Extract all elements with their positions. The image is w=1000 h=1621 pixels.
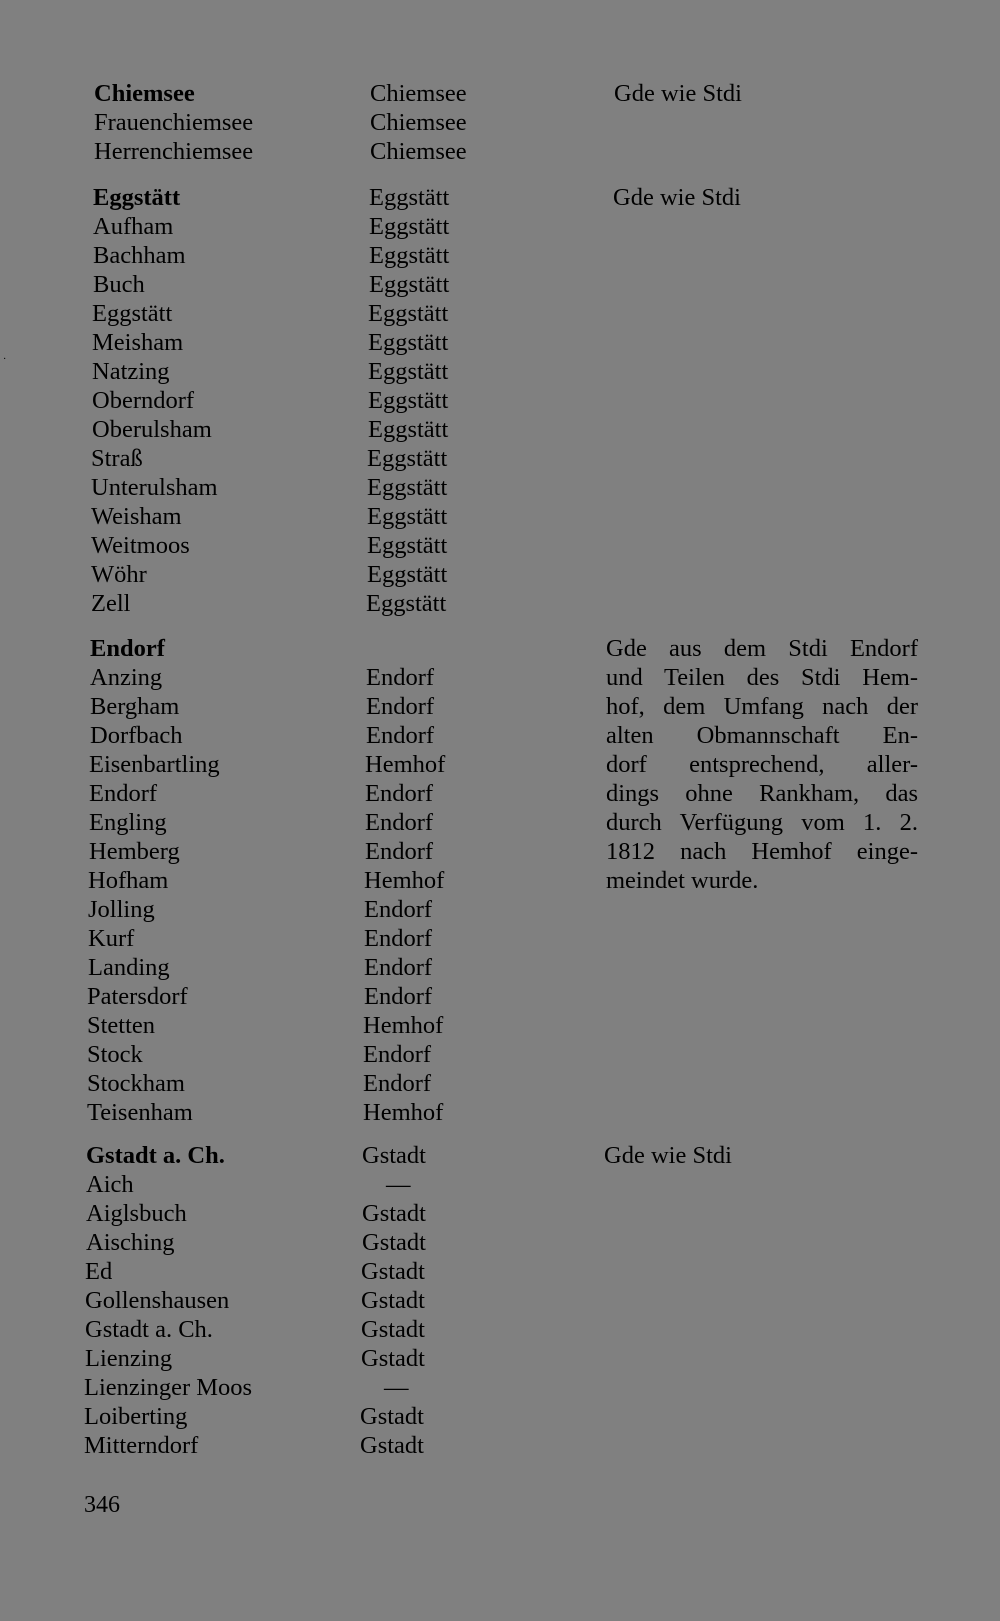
- table-row: [0, 531, 1000, 560]
- district-name: Eggstätt: [366, 590, 447, 617]
- remark: Gde wie Stdi: [604, 1142, 732, 1169]
- place-name: Patersdorf: [87, 983, 188, 1010]
- place-name: Endorf: [90, 635, 165, 662]
- remark-line: alten Obmannschaft En-: [606, 722, 918, 749]
- scan-speck: ·: [3, 354, 7, 365]
- table-row: [0, 1373, 1000, 1402]
- table-row: [0, 1011, 1000, 1040]
- district-name: Hemhof: [363, 1012, 444, 1039]
- section-endorf: [0, 634, 1000, 1127]
- place-name: Bergham: [90, 693, 180, 720]
- place-name: Bachham: [93, 242, 186, 269]
- table-row: [0, 1315, 1000, 1344]
- district-name: Eggstätt: [368, 329, 449, 356]
- place-name: Engling: [89, 809, 167, 836]
- place-name: Straß: [91, 445, 143, 472]
- district-name: Hemhof: [363, 1099, 444, 1126]
- place-name: Dorfbach: [90, 722, 183, 749]
- district-name: Endorf: [364, 954, 433, 981]
- district-name: Eggstätt: [367, 503, 448, 530]
- place-name: Eggstätt: [92, 300, 173, 327]
- place-name: Weisham: [91, 503, 182, 530]
- section-gstadt: [0, 1141, 1000, 1460]
- district-name: Endorf: [363, 1041, 432, 1068]
- table-row: [0, 415, 1000, 444]
- place-name: Aiglsbuch: [86, 1200, 187, 1227]
- table-row: [0, 212, 1000, 241]
- table-row: [0, 1402, 1000, 1431]
- district-name: Eggstätt: [368, 358, 449, 385]
- district-name: Eggstätt: [367, 474, 448, 501]
- place-name: Eggstätt: [93, 184, 181, 211]
- table-row: [0, 982, 1000, 1011]
- place-name: Unterulsham: [91, 474, 218, 501]
- district-name: Hemhof: [364, 867, 445, 894]
- place-name: Zell: [91, 590, 131, 617]
- district-name: Gstadt: [360, 1403, 424, 1430]
- district-name: Eggstätt: [367, 532, 448, 559]
- place-name: Oberndorf: [92, 387, 195, 414]
- table-row: [0, 473, 1000, 502]
- district-name: Chiemsee: [370, 109, 467, 136]
- table-row: [0, 1431, 1000, 1460]
- place-name: Gstadt a. Ch.: [85, 1316, 213, 1343]
- place-name: Stockham: [87, 1070, 185, 1097]
- place-name: Herrenchiemsee: [94, 138, 254, 165]
- place-name: Jolling: [88, 896, 155, 923]
- table-row: [0, 924, 1000, 953]
- district-name: Chiemsee: [370, 138, 467, 165]
- table-row: [0, 1286, 1000, 1315]
- district-name: Eggstätt: [369, 184, 450, 211]
- table-row: [0, 183, 1000, 212]
- remark-line: dorf entsprechend, aller-: [606, 751, 918, 778]
- place-name: Aufham: [93, 213, 174, 240]
- place-name: Aich: [86, 1171, 134, 1198]
- district-name: Gstadt: [362, 1142, 426, 1169]
- remark-line: dings ohne Rankham, das: [606, 780, 918, 807]
- district-name: Eggstätt: [368, 300, 449, 327]
- remark-line: 1812 nach Hemhof einge-: [606, 838, 918, 865]
- table-row: [0, 1257, 1000, 1286]
- place-name: Lienzinger Moos: [84, 1374, 253, 1401]
- district-name: Endorf: [365, 838, 434, 865]
- remark-line: und Teilen des Stdi Hem-: [606, 664, 918, 691]
- table-row: [0, 1141, 1000, 1170]
- district-name: Endorf: [365, 809, 434, 836]
- remark-line: meindet wurde.: [606, 867, 759, 894]
- remark-paragraph: [606, 634, 918, 895]
- table-row: [0, 354, 1000, 386]
- place-name: Stetten: [87, 1012, 156, 1039]
- place-name: Stock: [87, 1041, 143, 1068]
- place-name: Natzing: [92, 358, 170, 385]
- district-name: Gstadt: [362, 1229, 426, 1256]
- place-name: Frauenchiemsee: [94, 109, 254, 136]
- place-name: Hofham: [88, 867, 169, 894]
- place-name: Anzing: [90, 664, 163, 691]
- table-row: [0, 895, 1000, 924]
- place-name: Kurf: [88, 925, 135, 952]
- table-row: [0, 386, 1000, 415]
- district-name: Gstadt: [361, 1345, 425, 1372]
- table-row: [0, 502, 1000, 531]
- table-row: [0, 1170, 1000, 1199]
- table-row: [0, 1069, 1000, 1098]
- remark-line: hof, dem Umfang nach der: [606, 693, 918, 720]
- district-name: —: [386, 1171, 411, 1198]
- place-name: Hemberg: [89, 838, 180, 865]
- table-row: [0, 1228, 1000, 1257]
- table-row: [0, 1098, 1000, 1127]
- district-name: Hemhof: [365, 751, 446, 778]
- place-name: Aisching: [86, 1229, 175, 1256]
- district-name: Endorf: [366, 722, 435, 749]
- district-name: Endorf: [363, 1070, 432, 1097]
- place-name: Buch: [93, 271, 145, 298]
- remark: Gde wie Stdi: [614, 80, 742, 107]
- place-name: Wöhr: [91, 561, 147, 588]
- district-name: Eggstätt: [367, 561, 448, 588]
- district-name: Endorf: [366, 664, 435, 691]
- remark-line: durch Verfügung vom 1. 2.: [606, 809, 918, 836]
- district-name: —: [384, 1374, 409, 1401]
- section-chiemsee: [0, 79, 1000, 166]
- table-row: [0, 241, 1000, 270]
- table-row: [0, 328, 1000, 357]
- district-name: Endorf: [366, 693, 435, 720]
- district-name: Gstadt: [361, 1287, 425, 1314]
- section-eggstaett: [0, 183, 1000, 618]
- table-row: [0, 953, 1000, 982]
- district-name: Chiemsee: [370, 80, 467, 107]
- table-row: [0, 108, 1000, 137]
- table-row: [0, 137, 1000, 166]
- district-name: Endorf: [365, 780, 434, 807]
- table-row: [0, 1199, 1000, 1228]
- table-row: [0, 560, 1000, 589]
- district-name: Eggstätt: [369, 242, 450, 269]
- table-row: [0, 79, 1000, 108]
- table-row: [0, 299, 1000, 328]
- place-name: Ed: [85, 1258, 113, 1285]
- district-name: Eggstätt: [369, 213, 450, 240]
- place-name: Lienzing: [85, 1345, 173, 1372]
- place-name: Mitterndorf: [84, 1432, 199, 1459]
- district-name: Eggstätt: [368, 387, 449, 414]
- place-name: Oberulsham: [92, 416, 212, 443]
- table-row: [0, 1040, 1000, 1069]
- table-row: [0, 1344, 1000, 1373]
- table-row: [0, 589, 1000, 618]
- district-name: Endorf: [364, 983, 433, 1010]
- place-name: Chiemsee: [94, 80, 195, 107]
- place-name: Gstadt a. Ch.: [86, 1142, 225, 1169]
- place-name: Eisenbartling: [89, 751, 220, 778]
- district-name: Endorf: [364, 925, 433, 952]
- place-name: Endorf: [89, 780, 158, 807]
- district-name: Gstadt: [360, 1432, 424, 1459]
- district-name: Gstadt: [362, 1200, 426, 1227]
- remark: Gde wie Stdi: [613, 184, 741, 211]
- place-name: Gollenshausen: [85, 1287, 230, 1314]
- place-name: Landing: [88, 954, 170, 981]
- remark-line: Gde aus dem Stdi Endorf: [606, 635, 918, 662]
- place-name: Loiberting: [84, 1403, 188, 1430]
- table-row: [0, 270, 1000, 299]
- page-number: 346: [84, 1492, 120, 1518]
- district-name: Eggstätt: [369, 271, 450, 298]
- place-name: Meisham: [92, 329, 184, 356]
- district-name: Gstadt: [361, 1316, 425, 1343]
- district-name: Gstadt: [361, 1258, 425, 1285]
- district-name: Endorf: [364, 896, 433, 923]
- district-name: Eggstätt: [367, 445, 448, 472]
- place-name: Teisenham: [87, 1099, 193, 1126]
- district-name: Eggstätt: [368, 416, 449, 443]
- table-row: [0, 444, 1000, 473]
- place-name: Weitmoos: [91, 532, 190, 559]
